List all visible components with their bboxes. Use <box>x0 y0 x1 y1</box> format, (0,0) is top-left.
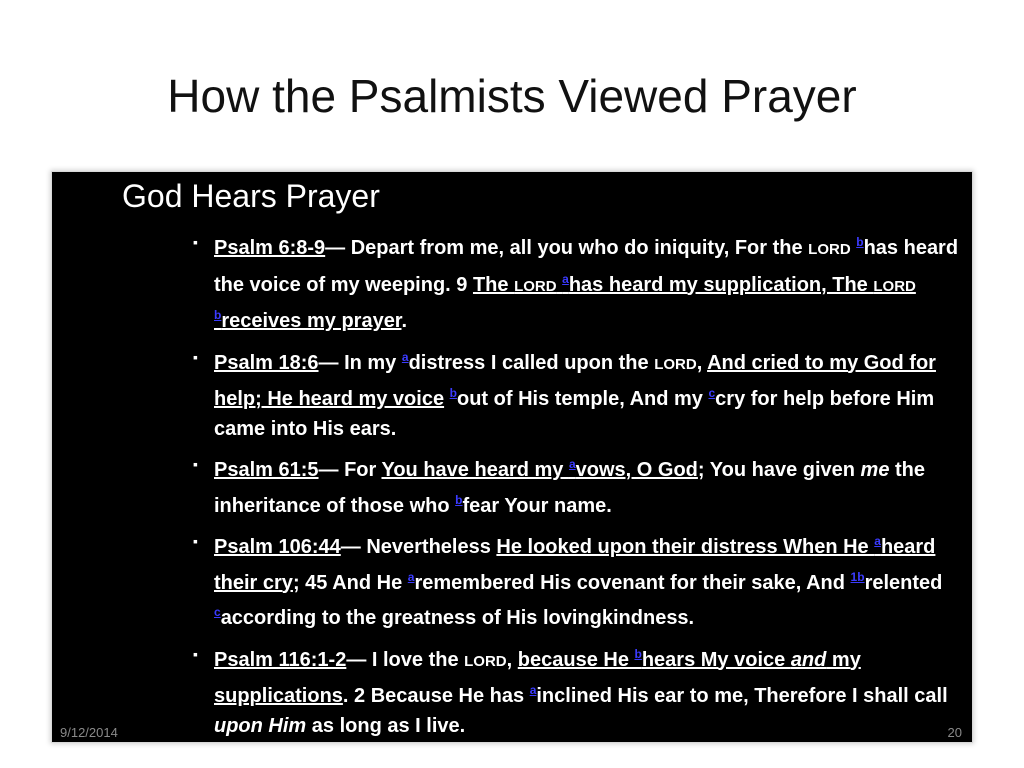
verse-text: distress I called upon the <box>408 351 655 374</box>
footnote-link[interactable]: a <box>568 457 576 471</box>
footnote-link[interactable]: b <box>856 235 864 249</box>
verse-text: — In my <box>318 351 402 374</box>
verse-text: . <box>401 310 408 332</box>
footnote-link[interactable]: a <box>401 349 409 364</box>
list-item-psalm-106 <box>190 527 965 634</box>
lord-small-caps: LORD <box>514 277 557 295</box>
verse-reference[interactable]: Psalm 6:8-9 <box>214 237 326 259</box>
lord-small-caps: LORD <box>464 652 507 670</box>
footnote-link[interactable]: c <box>214 605 221 619</box>
verse-text: ; You have given <box>697 459 861 481</box>
underlined-segment: has heard my supplication, The <box>568 273 874 296</box>
verse-list <box>190 228 965 747</box>
lord-small-caps: LORD <box>654 355 697 373</box>
list-item-psalm-61 <box>190 450 965 521</box>
underlined-segment: my supplications <box>214 648 861 707</box>
verse-text: , <box>696 351 708 374</box>
verse-text: cry for help before Him came into His ears. <box>214 388 935 440</box>
slide-number: 20 <box>947 725 962 740</box>
verse-text: as long as I live. <box>306 714 466 737</box>
footnote-link[interactable]: b <box>455 492 463 507</box>
underlined-text <box>381 459 697 481</box>
verse-text: relented <box>864 571 943 594</box>
list-item-psalm-18 <box>190 343 965 445</box>
underlined-segment: because He <box>517 648 635 671</box>
footnote-link[interactable]: b <box>214 308 222 322</box>
footnote-link[interactable]: c <box>708 386 716 400</box>
verse-text: — I love the <box>346 648 465 671</box>
verse-text: . 2 Because He has <box>342 685 530 707</box>
verse-text: ; 45 And He <box>292 571 408 594</box>
subheading: God Hears Prayer <box>122 178 380 214</box>
underlined-segment: receives my prayer <box>221 310 402 332</box>
verse-text: according to the greatness of His lovingkindness. <box>220 607 695 629</box>
italic-text: upon Him <box>214 714 307 737</box>
verse-text: out of His temple, And my <box>456 388 709 410</box>
underlined-segment: The <box>472 273 515 296</box>
verse-text: — Depart from me, all you who do iniquity, For the <box>325 237 809 259</box>
bullet-marker: ▪ <box>193 234 198 250</box>
verse-text: fear Your name. <box>462 494 612 517</box>
underlined-segment: hears My voice <box>641 648 791 671</box>
underlined-segment: He looked upon their distress When He <box>496 536 875 558</box>
verse-text: the inheritance of those who <box>214 459 926 517</box>
verse-text: , <box>506 648 518 671</box>
bullet-marker: ▪ <box>193 348 198 365</box>
slide-title: How the Psalmists Viewed Prayer <box>167 70 857 122</box>
footnote-link[interactable]: a <box>529 683 537 697</box>
bullet-marker: ▪ <box>193 533 198 549</box>
verse-text: has heard the voice of my weeping. 9 <box>214 237 959 296</box>
verse-reference[interactable]: Psalm 18:6 <box>214 351 319 374</box>
lord-small-caps: LORD <box>808 241 851 258</box>
verse-text: — For <box>318 459 382 481</box>
footnote-link[interactable]: b <box>634 646 642 661</box>
footnote-link[interactable]: a <box>874 534 881 548</box>
footnote-link[interactable]: a <box>562 271 569 286</box>
verse-text: remembered His covenant for their sake, And <box>414 571 851 594</box>
list-item-psalm-6 <box>190 228 965 337</box>
list-item-psalm-116 <box>190 640 965 742</box>
verse-text: — Nevertheless <box>340 536 497 558</box>
footnote-link[interactable]: 1b <box>850 569 865 584</box>
underlined-segment: heard their cry <box>214 536 936 594</box>
verse-reference[interactable]: Psalm 61:5 <box>214 459 319 481</box>
verse-text: inclined His ear to me, Therefore I shall call <box>536 685 948 707</box>
slide-date: 9/12/2014 <box>60 725 118 740</box>
footnote-link[interactable]: b <box>449 386 457 400</box>
bullet-marker: ▪ <box>193 645 198 662</box>
footnote-link[interactable]: a <box>407 569 415 584</box>
underlined-segment: vows, O God <box>575 459 698 481</box>
underlined-segment: You have heard my <box>381 459 569 481</box>
underlined-text: And cried to my God for help; He heard my voice <box>214 351 936 410</box>
verse-reference[interactable]: Psalm 116:1-2 <box>214 648 347 671</box>
italic-text: me <box>860 459 890 481</box>
content-panel <box>52 172 972 742</box>
italic-text: and <box>790 648 827 671</box>
verse-reference[interactable]: Psalm 106:44 <box>214 536 341 558</box>
bullet-marker: ▪ <box>193 456 198 472</box>
lord-small-caps: LORD <box>873 277 916 295</box>
